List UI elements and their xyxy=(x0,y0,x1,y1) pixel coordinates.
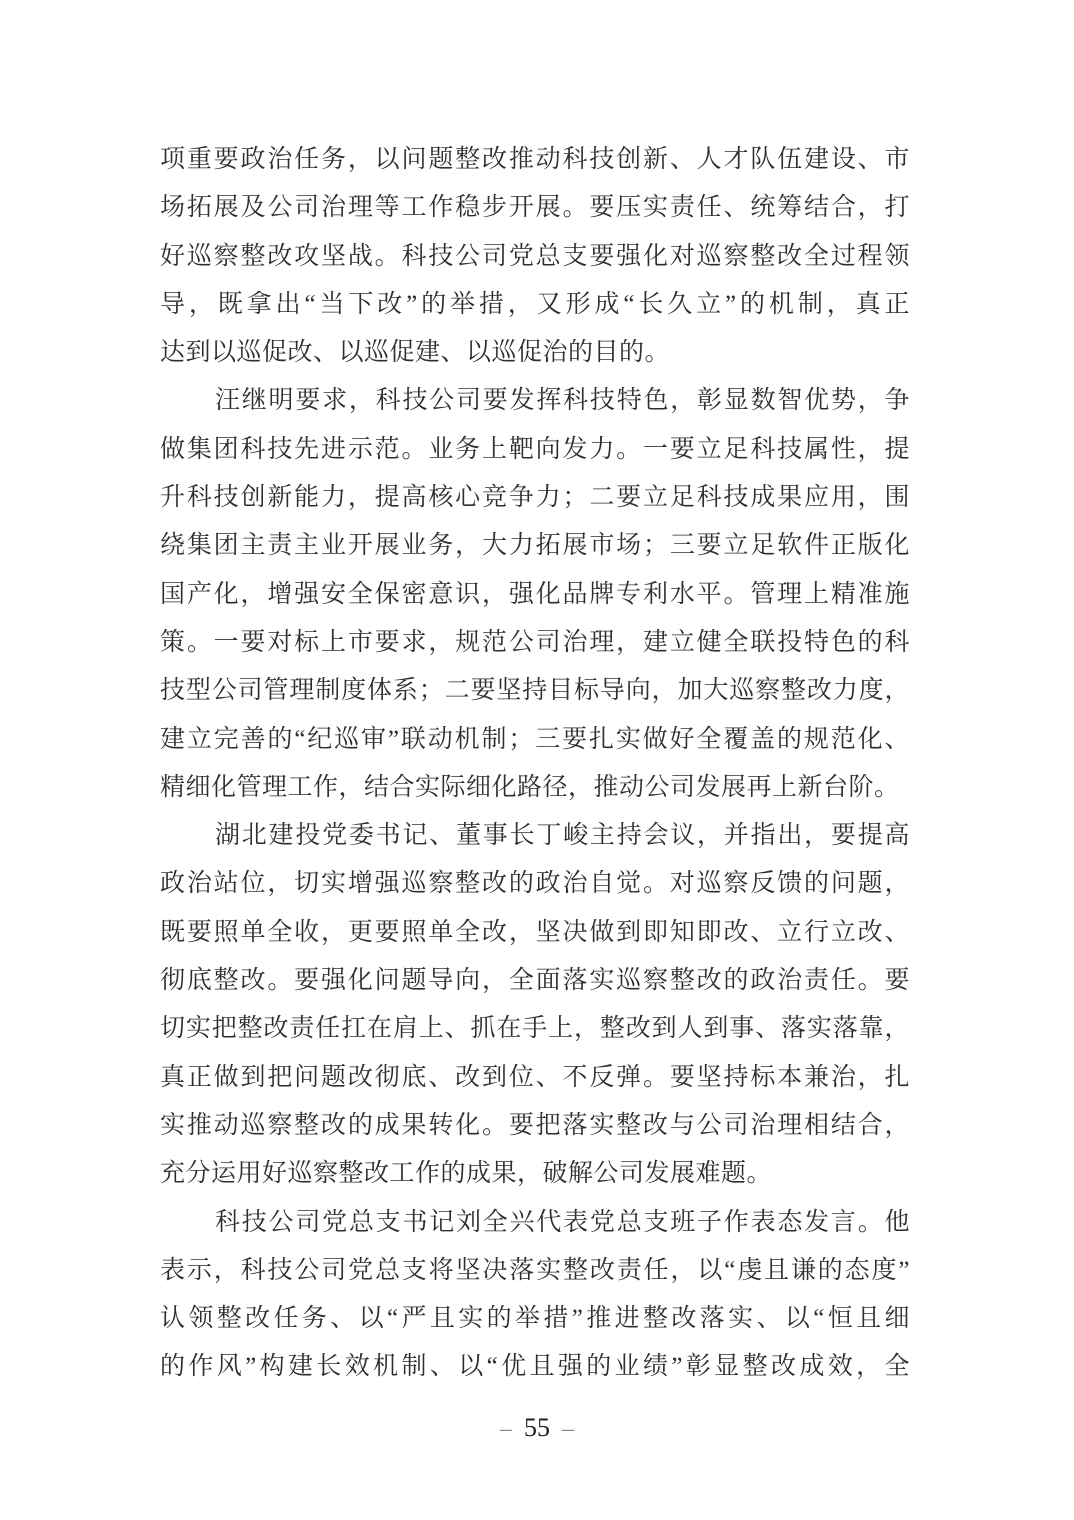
text-line: 做集团科技先进示范。业务上靶向发力。一要立足科技属性，提 xyxy=(160,435,910,463)
text-line: 的作风”构建长效机制、以“优且强的业绩”彰显整改成效，全 xyxy=(160,1353,910,1381)
text-line: 真正做到把问题改彻底、改到位、不反弹。要坚持标本兼治，扎 xyxy=(160,1063,910,1091)
text-line: 切实把整改责任扛在肩上、抓在手上，整改到人到事、落实落靠， xyxy=(160,1015,910,1043)
text-line: 达到以巡促改、以巡促建、以巡促治的目的。 xyxy=(160,339,671,367)
text-line: 充分运用好巡察整改工作的成果，破解公司发展难题。 xyxy=(160,1160,773,1188)
page-number: 55 xyxy=(524,1413,550,1442)
text-line: 绕集团主责主业开展业务，大力拓展市场；三要立足软件正版化 xyxy=(160,532,910,560)
text-line: 项重要政治任务，以问题整改推动科技创新、人才队伍建设、市 xyxy=(160,146,910,173)
text-line: 升科技创新能力，提高核心竞争力；二要立足科技成果应用，围 xyxy=(160,484,910,512)
footer-dash-right: – xyxy=(562,1416,574,1442)
text-line: 湖北建投党委书记、董事长丁峻主持会议，并指出，要提高 xyxy=(215,822,910,850)
text-line: 汪继明要求，科技公司要发挥科技特色，彰显数智优势，争 xyxy=(215,387,910,415)
footer-dash-left: – xyxy=(500,1416,512,1442)
text-line: 国产化，增强安全保密意识，强化品牌专利水平。管理上精准施 xyxy=(160,580,910,608)
document-body xyxy=(160,136,910,1392)
text-line: 彻底整改。要强化问题导向，全面落实巡察整改的政治责任。要 xyxy=(160,967,910,995)
text-line: 好巡察整改攻坚战。科技公司党总支要强化对巡察整改全过程领 xyxy=(160,242,910,270)
text-line: 表示，科技公司党总支将坚决落实整改责任，以“虔且谦的态度” xyxy=(160,1256,910,1284)
text-line: 精细化管理工作，结合实际细化路径，推动公司发展再上新台阶。 xyxy=(160,773,900,801)
page-footer xyxy=(0,1408,1074,1449)
text-line: 建立完善的“纪巡审”联动机制；三要扎实做好全覆盖的规范化、 xyxy=(160,725,910,753)
text-line: 科技公司党总支书记刘全兴代表党总支班子作表态发言。他 xyxy=(215,1208,910,1236)
text-line: 导，既拿出“当下改”的举措，又形成“长久立”的机制，真正 xyxy=(160,290,910,318)
text-line: 政治站位，切实增强巡察整改的政治自觉。对巡察反馈的问题， xyxy=(160,870,910,898)
text-line: 技型公司管理制度体系；二要坚持目标导向，加大巡察整改力度， xyxy=(160,677,910,705)
text-line: 实推动巡察整改的成果转化。要把落实整改与公司治理相结合， xyxy=(160,1111,910,1139)
text-line: 策。一要对标上市要求，规范公司治理，建立健全联投特色的科 xyxy=(160,628,910,656)
text-line: 场拓展及公司治理等工作稳步开展。要压实责任、统筹结合，打 xyxy=(160,194,910,222)
text-line: 既要照单全收，更要照单全改，坚决做到即知即改、立行立改、 xyxy=(160,918,910,946)
text-line: 认领整改任务、以“严且实的举措”推进整改落实、以“恒且细 xyxy=(160,1305,910,1333)
